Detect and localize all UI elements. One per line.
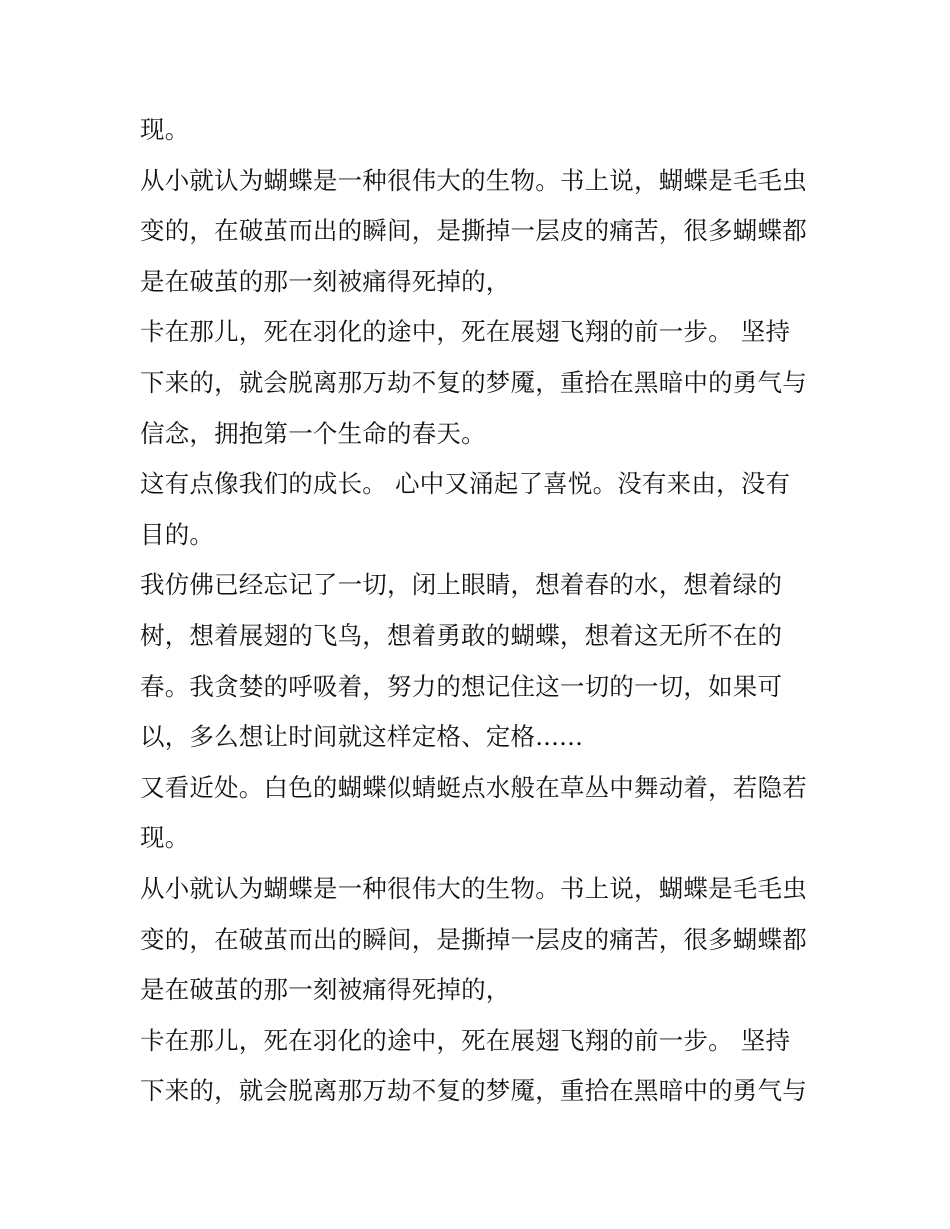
document-body <box>140 105 820 1117</box>
text-line: 目的。 <box>140 519 215 549</box>
text-line: 又看近处。白色的蝴蝶似蜻蜓点水般在草丛中舞动着，若隐若 <box>140 772 807 802</box>
text-line: 以，多么想让时间就这样定格、定格...... <box>140 722 584 752</box>
text-line: 从小就认为蝴蝶是一种很伟大的生物。书上说，蝴蝶是毛毛虫 <box>140 873 807 903</box>
text-line: 变的，在破茧而出的瞬间，是撕掉一层皮的痛苦，很多蝴蝶都 <box>140 216 807 246</box>
text-line: 是在破茧的那一刻被痛得死掉的， <box>140 266 511 296</box>
text-line: 春。我贪婪的呼吸着，努力的想记住这一切的一切，如果可 <box>140 671 783 701</box>
text-line: 卡在那儿，死在羽化的途中，死在展翅飞翔的前一步。 坚持 <box>140 1025 791 1055</box>
text-line: 下来的，就会脱离那万劫不复的梦魇，重拾在黑暗中的勇气与 <box>140 367 807 397</box>
text-line: 现。 <box>140 115 190 144</box>
text-line: 我仿佛已经忘记了一切，闭上眼睛，想着春的水，想着绿的 <box>140 570 783 600</box>
text-line: 从小就认为蝴蝶是一种很伟大的生物。书上说，蝴蝶是毛毛虫 <box>140 165 807 195</box>
text-line: 下来的，就会脱离那万劫不复的梦魇，重拾在黑暗中的勇气与 <box>140 1076 807 1106</box>
text-line: 信念，拥抱第一个生命的春天。 <box>140 418 486 448</box>
text-line: 变的，在破茧而出的瞬间，是撕掉一层皮的痛苦，很多蝴蝶都 <box>140 924 807 954</box>
text-line: 这有点像我们的成长。 心中又涌起了喜悦。没有来由，没有 <box>140 469 791 499</box>
text-line: 是在破茧的那一刻被痛得死掉的， <box>140 975 511 1005</box>
text-line: 树，想着展翅的飞鸟，想着勇敢的蝴蝶，想着这无所不在的 <box>140 620 783 650</box>
text-line: 现。 <box>140 823 190 853</box>
text-line: 卡在那儿，死在羽化的途中，死在展翅飞翔的前一步。 坚持 <box>140 317 791 347</box>
